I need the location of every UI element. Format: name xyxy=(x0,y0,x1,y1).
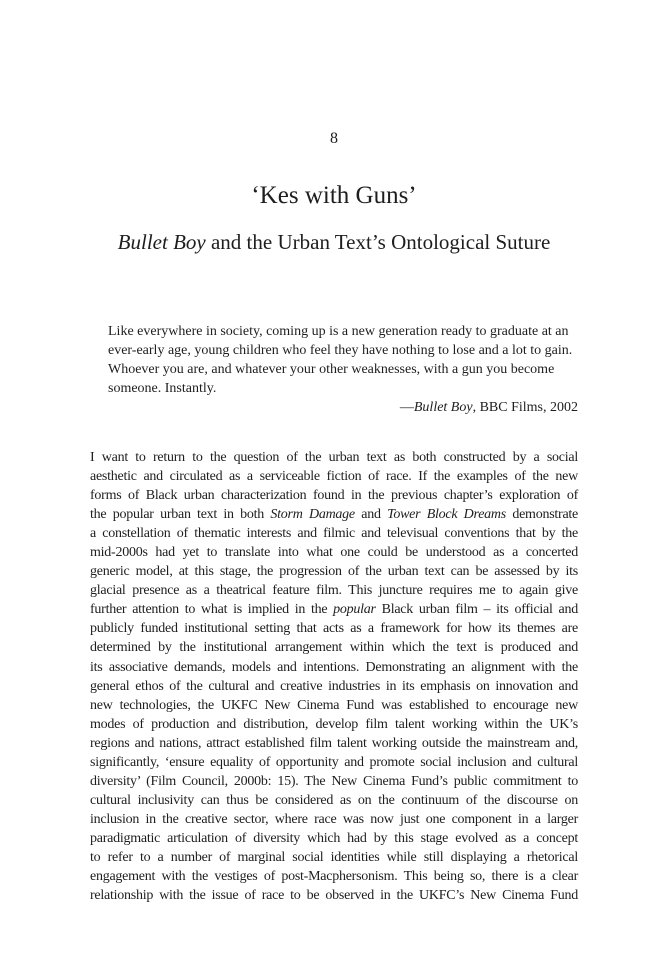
body-text-run: regions and nations, attract established film talent working outside the mainstream and, xyxy=(90,735,578,751)
body-text-run: I want to return to the question of the urban text as both constructed by a social xyxy=(90,450,578,465)
body-text-run: glacial presence as a theatrical feature film. This juncture requires me to again give xyxy=(90,583,578,599)
body-line xyxy=(90,867,578,886)
italic-title: Storm Damage xyxy=(270,507,355,523)
attribution-source: , BBC Films, 2002 xyxy=(472,400,578,415)
body-text-run: demonstrate xyxy=(505,507,579,523)
body-text-run: publicly funded institutional setting that acts as a framework for how its themes are xyxy=(90,621,578,637)
italic-title: Tower Block Dreams xyxy=(387,507,506,523)
body-line xyxy=(90,810,578,829)
body-text-run: generic model, at this stage, the progression of the urban text can be assessed by its xyxy=(90,564,578,580)
body-line xyxy=(90,886,578,905)
body-text-run: aesthetic and circulated as a serviceable fiction of race. If the examples of the new xyxy=(90,469,578,485)
attribution-dash: — xyxy=(399,400,414,415)
body-line xyxy=(90,677,578,696)
epigraph-attribution xyxy=(108,398,578,417)
subtitle-film-title: Bullet Boy xyxy=(117,230,206,254)
subtitle-rest: and the Urban Text’s Ontological Suture xyxy=(205,230,551,254)
chapter-title: ‘Kes with Guns’ xyxy=(251,182,417,209)
body-text-run: the popular urban text in both xyxy=(90,507,271,523)
body-text-run: inclusion in the creative sector, where race was now just one component in a larger xyxy=(90,811,578,827)
body-line xyxy=(90,848,578,867)
body-text-run: a constellation of thematic interests and filmic and televisual conventions that by the xyxy=(90,526,578,542)
body-text-run: forms of Black urban characterization found in the previous chapter’s exploration of xyxy=(90,488,578,504)
body-line xyxy=(90,619,578,638)
body-text-run: modes of production and distribution, develop film talent working within the UK’s xyxy=(90,716,578,732)
body-line xyxy=(90,715,578,734)
body-text-run: general ethos of the cultural and creative industries in its emphasis on innovation and xyxy=(90,678,578,694)
body-line xyxy=(90,524,578,543)
body-text-run: further attention to what is implied in the xyxy=(90,602,334,618)
body-line xyxy=(90,581,578,600)
body-text-run: its associative demands, models and intentions. Demonstrating an alignment with the xyxy=(90,659,578,675)
body-text-run: to refer to a number of marginal social identities while still displaying a rhetorical xyxy=(90,849,578,865)
body-text-run: engagement with the vestiges of post-Macphersonism. This being so, there is a clear xyxy=(90,869,578,885)
body-text-run: new technologies, the UKFC New Cinema Fund was established to encourage new xyxy=(90,697,578,713)
body-line xyxy=(90,696,578,715)
italic-title: popular xyxy=(333,602,376,618)
epigraph xyxy=(108,322,578,417)
body-text-run: significantly, ‘ensure equality of opportunity and promote social inclusion and cultural xyxy=(90,754,578,770)
body-line xyxy=(90,734,578,753)
body-line xyxy=(90,772,578,791)
body-text-run: cultural inclusivity can thus be considered as on the continuum of the discourse on xyxy=(90,792,578,808)
body-line xyxy=(90,448,578,467)
attribution-film-title: Bullet Boy xyxy=(413,400,473,415)
body-text-run: relationship with the issue of race to be observed in the UKFC’s New Cinema Fund xyxy=(90,888,578,904)
body-line xyxy=(90,658,578,677)
body-paragraph xyxy=(90,448,578,905)
body-line xyxy=(90,600,578,619)
body-line xyxy=(90,486,578,505)
chapter-subtitle xyxy=(0,228,650,256)
epigraph-quote: Like everywhere in society, coming up is a new generation ready to graduate at an ever-early age, young children who feel they have nothing to lose and a lot to gain. Whoever you are, and whatever your other weaknesses, with a gun you become someone. Instantly. xyxy=(108,324,573,396)
body-line xyxy=(90,543,578,562)
chapter-number: 8 xyxy=(330,130,338,147)
body-line xyxy=(90,562,578,581)
body-line xyxy=(90,753,578,772)
body-text-run: diversity’ (Film Council, 2000b: 15). The New Cinema Fund’s public commitment to xyxy=(90,773,578,789)
body-text-run: and xyxy=(354,507,388,523)
body-text-run: determined by the institutional arrangement within which the text is produced and xyxy=(90,640,578,656)
body-line xyxy=(90,638,578,657)
body-line xyxy=(90,467,578,486)
body-text-run: Black urban film – its official and xyxy=(375,602,578,618)
body-line xyxy=(90,829,578,848)
body-text-run: mid-2000s had yet to translate into what one could be understood as a concerted xyxy=(90,545,578,561)
body-line xyxy=(90,505,578,524)
body-text-run: paradigmatic articulation of diversity which had by this stage evolved as a concept xyxy=(90,830,578,846)
body-line xyxy=(90,791,578,810)
